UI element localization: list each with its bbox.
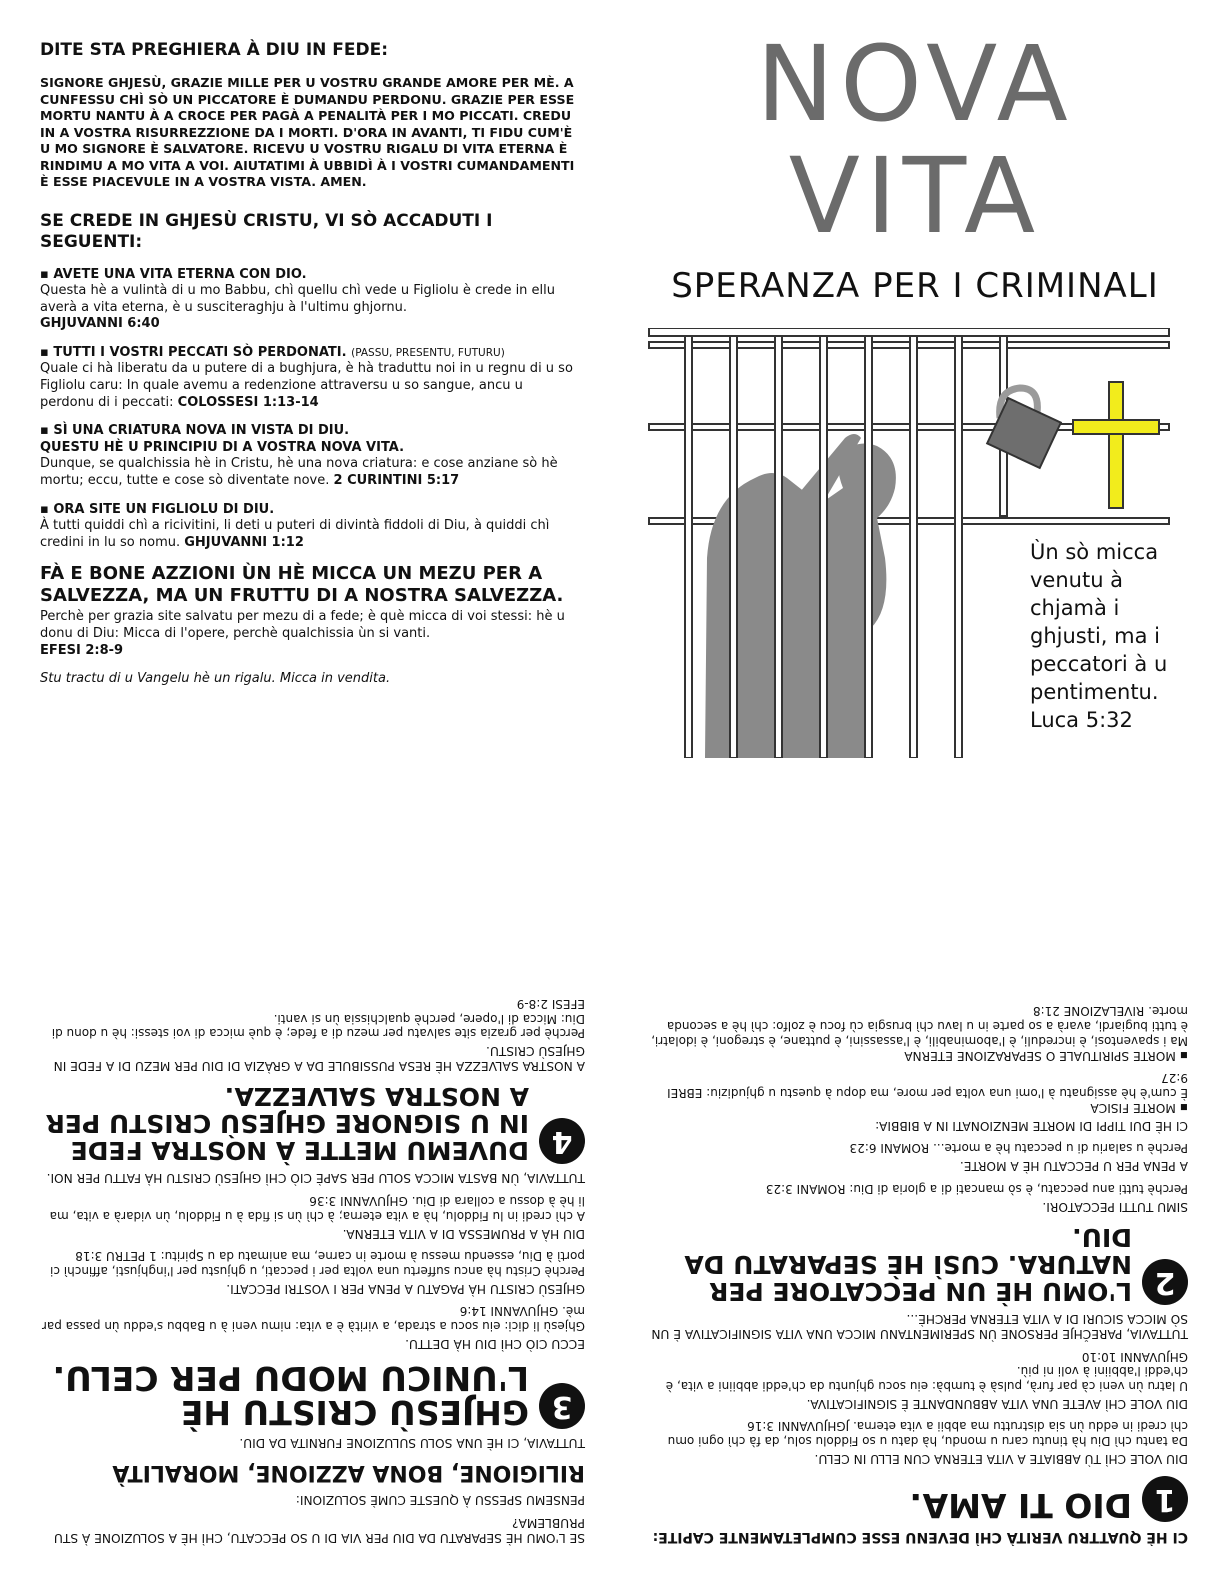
step-4-text: Perchè per grazia site salvatu per mezu di a fede; è què micca di voi stessi: hè u donu di Diu: Micca di l'opere, perchè qualchissia ùn si vanti. EFESI 2:8-9 [51,997,585,1041]
step-number-3: 3 [539,1383,585,1429]
question-3: TUTTAVIA, CI HÈ UNA SOLU SULUZIONE FURNITA DA DIU. [239,1436,585,1450]
gift-note: Stu tractu di u Vangelu hè un rigalu. Micca in vendita. [40,671,391,687]
title-line-1: NOVA [756,23,1074,145]
benefit-item [40,267,580,333]
benefit-ref: 2 CURINTINI 5:17 [333,473,460,489]
step-3-caption-2: GHJESÙ CRISTU HÀ PAGATU A PENA PER I VOSTRI PECCATI. [226,1281,585,1296]
step-number-1: 1 [1142,1476,1188,1522]
benefit-item [40,502,580,552]
works-heading: FÀ E BONE AZZIONI ÙN HÈ MICCA UN MEZU PER A SALVEZZA, MA UN FRUTTU DI A NOSTRA SALVEZZA. [40,563,564,607]
step-3-ref-3: GHJUVANNI 3:36 [309,1194,408,1209]
death-bullet-2-ref: RIVELAZIONE 21:8 [1032,1004,1145,1019]
benefit-ref: GHJUVANNI 6:40 [40,316,160,332]
benefit-title: ▪ ORA SITE UN FIGLIOLU DI DIU. [40,501,275,517]
benefit-text: À tutti quiddi chì a ricivitini, li deti u puteri di divintà fiddoli di Diu, à quiddi chì credini in lu so nomu. [40,518,550,550]
benefit-ref: GHJUVANNI 1:12 [184,534,304,550]
step-4 [40,1083,585,1164]
benefit-note: (PASSU, PRESENTU, FUTURU) [351,346,505,359]
step-3-ref: GHJUVANNI 14:6 [459,1304,559,1319]
question-2: PENSEMU SPESSU À QUESTE CUMÈ SOLUZIONI: [295,1493,585,1507]
benefit-title: ▪ AVETE UNA VITA ETERNA CON DIO. [40,266,307,282]
benefit-item [40,423,580,489]
step-2-caption: SIMU TUTTI PECCATORI. [1042,1200,1188,1215]
step-1-caption-2: DIU VOLE CHÌ AVETE UNA VITA ABBUNDANTE È SIGNIFICATIVA. [806,1396,1188,1411]
step-1-caption: DIU VOLE CHÌ TÙ ABBIATE A VITA ETERNA CUN ELLU IN CELU. [814,1452,1188,1466]
benefit-subtitle: QUESTU HÈ U PRINCIPIU DI A VOSTRA NOVA VITA. [40,439,405,455]
step-3-text: Ghjesù li dici: eiu socu a strada, a virità è a vita: nimu veni à u Babbu s'eddu ùn passa par mè. GHJUVANNI 14:6 [41,1304,585,1333]
step-2-text-2: Perchè u salariu di u peccatu hè a morte... ROMANI 6:23 [849,1141,1188,1156]
question: SE L'OMU HÈ SEPARATU DA DIU PER VIA DI U SO PECCATU, CHÌ HÈ A SOLUZIONE À STU PRUBLEMA? [53,1516,585,1545]
death-bullet-1-ref: EBREI 9:27 [667,1071,1188,1100]
benefit-title: ▪ TUTTI I VOSTRI PECCATI SÒ PERDONATI. [40,344,347,360]
step-2-text: Perchè tutti anu peccatu, è sò mancati di a gloria di Diu: ROMANI 3:23 [765,1182,1188,1197]
step-3-caption-3: DIU HÀ A PRUMESSA DI A VITA ETERNA. [342,1226,585,1241]
step-3-text-2: Perchè Cristu hà ancu suffertu una volta per i peccati, u ghjustu per l'inghjusti, affinchì ci portì à Diu, essendu messu à morte in carne, ma animatu da u Spiritu: 1 PETRU 3:18 [50,1249,585,1278]
step-4-caption: A NOSTRA SALVEZZA HÈ RESA PUSSIBULE DA A GRÀZIA DI DIU PER MEZU DI A FEDE IN GHJESÙ CRISTU. [53,1044,585,1074]
step-2-ref-2: ROMANI 6:23 [849,1141,930,1156]
step-number-4: 4 [539,1118,585,1164]
step-1-ref: JGHJUVANNI 3:16 [747,1419,850,1434]
benefit-item [40,345,580,411]
truths-panel-3-4 [40,845,585,1545]
works-text: Perchè per grazia site salvatu per mezu di a fede; è què micca di voi stessi: hè u donu di Diu: Micca di l'opere, perchè qualchissia ùn si vanti. [40,609,565,641]
prayer-panel [40,40,580,740]
step-3-title: GHJESÙ CRISTU HÈ L'UNICU MODU PER CELU. [52,1359,529,1432]
step-1-text: Da tantu chì Diu hà tinutu caru u mondu, hà datu u so Fiddolu solu, da fà chì ogni omu chì credi in eddu ùn sia distruttu ma abbii a vita eterna. JGHJUVANNI 3:16 [667,1419,1188,1448]
works-ref: EFESI 2:8-9 [40,642,124,658]
step-2-title: L'OMU HÈ UN PECCATORE PER NATURA. CUSÌ HÈ SEPARATU DA DIU. [684,1223,1132,1307]
death-bullet-1-text: È cum'è hè assignatu à l'omi una volta per more, ma dopu à questu u ghjudiziu: EBREI 9:27 [667,1071,1188,1100]
benefit-text: Questa hè a vulintà di u mo Babbu, chì quellu chì vede u Figliolu è crede in ellu averà a vita eterna, è u susciteraghju à l'ultimu ghjornu. [40,283,556,315]
step-2-caption-3: CI HÈ DUI TIPPI DI MORTE MENZIONATI IN A BIBBIA: [875,1118,1188,1133]
step-4-ref: EFESI 2:8-9 [516,997,585,1012]
benefit-text: Quale ci hà liberatu da u putere di a bughjura, è hà traduttu noi in u regnu di u so Figliolu caru: In quale avemu a redenzione attraversu u so sangue, ancu u perdonu di i peccati: [40,361,573,410]
cross-icon [1073,382,1159,508]
death-bullet-1: ▪ MORTE FISICA [1090,1100,1188,1115]
verse-text: Ùn sò micca venutu à chjamà i ghjusti, ma i peccatori à u pentimentu. [1030,540,1168,704]
truths-intro: CI HÈ QUATTRU VERITÀ CHÌ DEVENU ESSE CUMPLETAMENTE CAPITE: [652,1529,1188,1545]
prayer-text: SIGNORE GHJESÙ, GRAZIE MILLE PER U VOSTRU GRANDE AMORE PER MÈ. A CUNFESSU CHÌ SÒ UN PICCATORE È DUMANDU PERDONU. GRAZIE PER ESSE MORTU NANTU À A CROCE PER PAGÀ A PENALITÀ PER I MO PICCATI. CREDU IN A VOSTRA RISURREZZIONE DA I MORTI. D'ORA IN AVANTI, TI FIDU CUM'È U MO SIGNORE È SALVATORE. RICEVU U VOSTRU RIGALU DI VITA ETERNA È RINDIMU A MO VITA A VOI. AIUTATIMI À UBBIDÌ À I VOSTRI CUMANDAMENTI È ESSE PIACEVULE IN A VOSTRA VISTA. AMEN. [40,75,575,189]
step-3-caption: ECCU CIÒ CHÌ DIU HÀ DETTU. [405,1337,585,1351]
benefit-title: ▪ SÌ UNA CRIATURA NOVA IN VISTA DI DIU. [40,423,350,439]
step-3-text-3: A chì credi in lu Fiddolu, hà a vita eterna; à chì ùn si fida à u Fiddolu, ùn vidarà a vita, ma li hè à dossu a collara di Diu. GHJUVANNI 3:36 [49,1194,585,1223]
step-3-caption-4: TUTTAVIA, ÙN BASTA MICCA SOLU PER SAPÈ CIÒ CHÌ GHJESÙ CRISTU HÀ FATTU PER NOI. [46,1171,585,1186]
false-solutions: RILIGIONE, BONA AZZIONE, MORALITÀ [112,1460,585,1485]
step-2-ref: ROMANI 3:23 [765,1182,846,1197]
step-1 [648,1476,1188,1525]
step-4-title: DUVEMU METTE À NOSTRA FEDE IN U SIGNORE GHJESÙ CRISTU PER A NOSTRA SALVEZZA. [45,1082,529,1166]
step-1-title: DIO TI AMA. [909,1486,1132,1525]
step-3 [40,1359,585,1432]
step-3-ref-2: 1 PETRU 3:18 [75,1249,157,1264]
prayer-heading: DITE STA PREGHIERA À DIU IN FEDE: [40,40,389,60]
believe-heading: SE CREDE IN GHJESÙ CRISTU, VI SÒ ACCADUTI I SEGUENTI: [40,210,493,252]
benefit-text: Dunque, se qualchissia hè in Cristu, hè una nova criatura: e cose anziane sò hè mortu; eccu, tutte e cose sò diventate nove. [40,456,558,489]
title-line-2: VITA [788,135,1042,257]
cover-panel [645,23,1185,758]
padlock-icon [987,388,1061,468]
death-bullet-2-text: Ma i spaventosi, è increduli, è l'abominabili, è l'assassini, è puttane, è stregoni, è idolatri, è tutti bugiardi, avarà a so parte in u lavu chì brusgia cù focu è zolfo: chì hè a seconda morte. RIVELAZIONE 21:8 [651,1004,1188,1048]
step-2-caption-2: A PENA PER U PECCATU HÈ A MORTE. [959,1159,1188,1174]
benefit-ref: COLOSSESI 1:13-14 [177,394,319,410]
death-bullet-2: ▪ MORTE SPIRITUALE O SEPARAZIONE ETERNA [904,1048,1188,1063]
truths-panel-1-2 [648,845,1188,1545]
step-2 [648,1224,1188,1305]
step-1-caption-3: TUTTAVIA, PAREČHJE PERSONE ÙN SPERIMENTANU MICCA UNA VITA SIGNIFICATIVA È UN SÒ MICCA SICURI DI A VITA ETERNA PERCHÈ... [651,1312,1188,1342]
subtitle: SPERANZA PER I CRIMINALI [671,266,1159,306]
works-item [40,609,580,659]
step-1-text-2: U latru ùn veni cà par furà, pulsà è tumbà: eiu socu ghjuntu da ch'eddi abbiini a vita, è ch'eddi l'abbiini à voli ni più. GHJUVANNI 10:10 [665,1349,1188,1393]
step-1-ref-2: GHJUVANNI 10:10 [1081,1349,1188,1364]
step-number-2: 2 [1142,1259,1188,1305]
verse [1030,538,1190,734]
verse-ref: Luca 5:32 [1030,708,1133,732]
